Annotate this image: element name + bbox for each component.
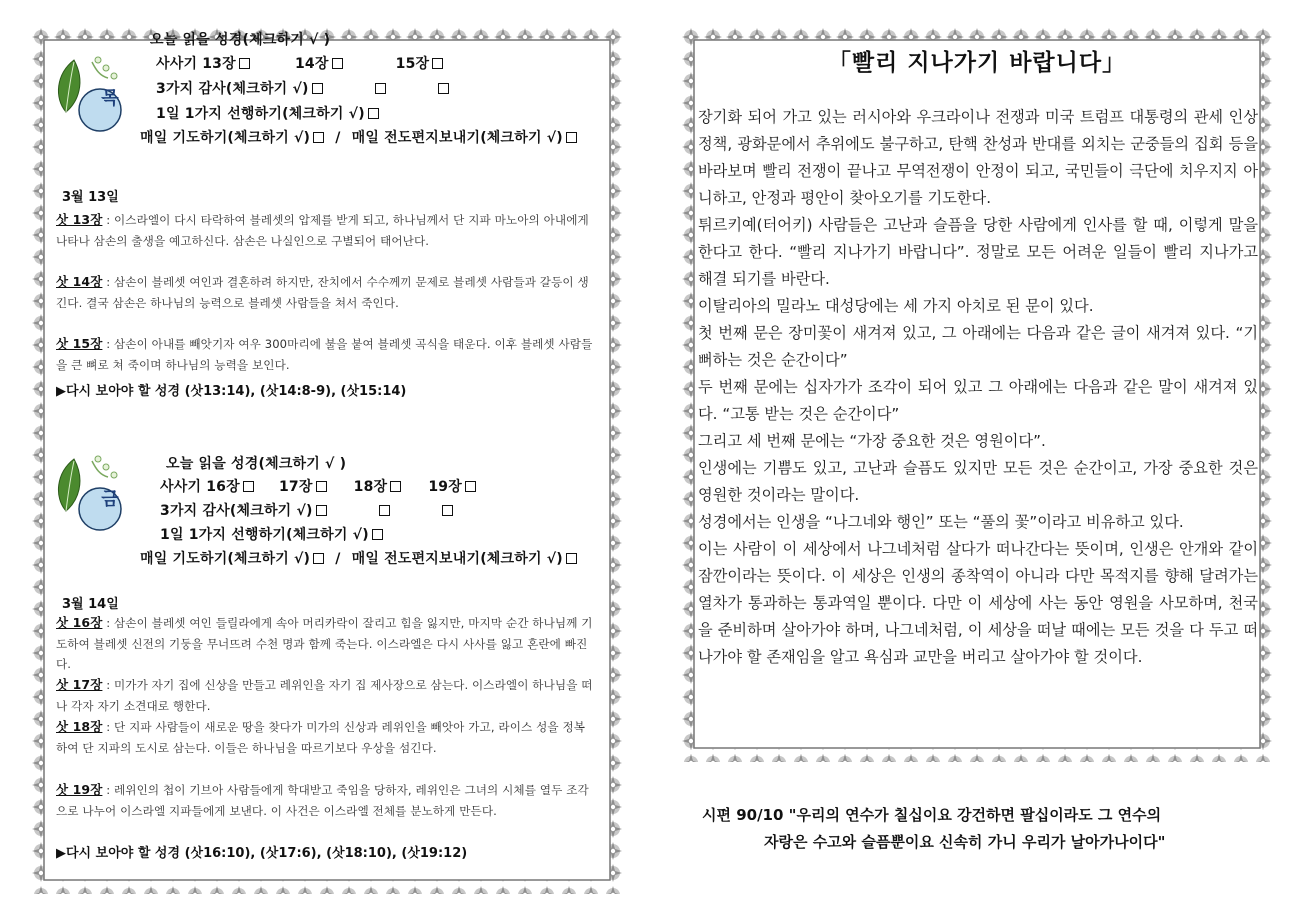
chapter-summary: 삿 18장 : 단 지파 사람들이 새로운 땅을 찾다가 미가의 신상과 레위인을 빼앗아 가고, 라이스 성을 정복하여 단 지파의 도시로 삼는다. 이들은 하나님을 따르기보다 우상을 섬긴다. <box>56 719 586 755</box>
checkbox[interactable] <box>332 58 343 69</box>
thanks-checklist: 3가지 감사(체크하기 √) <box>156 78 449 98</box>
check-title: 오늘 읽을 성경(체크하기 √ ) <box>150 32 331 48</box>
review-verses: ▶다시 보아야 할 성경 (삿13:14), (삿14:8-9), (삿15:14) <box>56 384 407 399</box>
paragraph: 성경에서는 인생을 “나그네와 행인” 또는 “풀의 꽃”이라고 비유하고 있다. <box>698 513 1184 531</box>
chapter-checklist <box>156 53 443 73</box>
essay-title: 「빨리 지나가기 바랍니다」 <box>827 50 1127 76</box>
checkbox[interactable] <box>316 505 327 516</box>
chapter-checklist: 사사기 16장 17장 18장 19장 <box>160 476 476 496</box>
paragraph: 두 번째 문에는 십자가가 조각이 되어 있고 그 아래에는 다음과 같은 말이 새겨져 있다. “고통 받는 것은 순간이다” <box>698 378 1258 423</box>
checkbox[interactable] <box>313 132 324 143</box>
checkbox[interactable] <box>438 83 449 94</box>
checkbox[interactable] <box>316 481 327 492</box>
paragraph: 첫 번째 문은 장미꽃이 새겨져 있고, 그 아래에는 다음과 같은 글이 새겨져 있다. “기뻐하는 것은 순간이다” <box>698 324 1258 369</box>
review-verses: ▶다시 보아야 할 성경 (삿16:10), (삿17:6), (삿18:10), (삿19:12) <box>56 846 468 861</box>
check-title: 오늘 읽을 성경(체크하기 √ ) <box>166 456 347 472</box>
date-label: 3월 13일 <box>62 190 119 205</box>
chapter-label: 15장 <box>395 56 430 72</box>
day-char: 금 <box>101 489 119 510</box>
chapter-summary: 삿 15장 : 삼손이 아내를 빼앗기자 여우 300마리에 불을 붙여 블레셋 곡식을 태운다. 이후 블레셋 사람들을 큰 뼈로 쳐 죽이며 하나님의 능력을 보인다. <box>56 336 593 372</box>
paragraph: 인생에는 기쁨도 있고, 고난과 슬픔도 있지만 모든 것은 순간이고, 가장 중요한 것은 영원한 것이라는 말이다. <box>698 459 1258 504</box>
right-page <box>680 26 1274 894</box>
paragraph: 튀르키예(터어키) 사람들은 고난과 슬픔을 당한 사람에게 인사를 할 때, 이렇게 말을 한다고 한다. “빨리 지나가기 바랍니다”. 정말로 모든 어려운 일들이 빨리 지나가고 해결 되기를 바란다. <box>698 216 1258 288</box>
chapter-summary: 삿 16장 : 삼손이 블레셋 여인 들릴라에게 속아 머리카락이 잘리고 힘을 잃지만, 마지막 순간 하나님께 기도하여 블레셋 신전의 기둥을 무너뜨려 수천 명과 함께 죽는다. 이스라엘은 다시 사사를 잃고 혼란에 빠진다. <box>56 615 593 671</box>
chapter-summary: 삿 13장 : 이스라엘이 다시 타락하여 블레셋의 압제를 받게 되고, 하나님께서 단 지파 마노아의 아내에게 나타나 삼손의 출생을 예고하신다. 삼손은 나실인으로 구별되어 태어난다. <box>56 212 589 248</box>
essay-body <box>698 104 1258 671</box>
prayer-mission-checklist: 매일 기도하기(체크하기 √) / 매일 전도편지보내기(체크하기 √) <box>140 127 577 147</box>
verse-line: 자랑은 수고와 슬픔뿐이요 신속히 가니 우리가 날아가나이다" <box>764 833 1166 851</box>
chapter-summary: 삿 17장 : 미가가 자기 집에 신상을 만들고 레위인을 자기 집 제사장으로 삼는다. 이스라엘이 하나님을 떠나 각자 자기 소견대로 행한다. <box>56 677 593 713</box>
chapter-summary: 삿 19장 : 레위인의 첩이 기브아 사람들에게 학대받고 죽임을 당하자, 레위인은 그녀의 시체를 열두 조각으로 나누어 이스라엘 지파들에게 보낸다. 이 사건은 이스라엘 전체를 분노하게 만든다. <box>56 782 589 818</box>
paragraph: 이는 사람이 이 세상에서 나그네처럼 살다가 떠나간다는 뜻이며, 인생은 안개와 같이 잠깐이라는 뜻이다. 이 세상은 인생의 종착역이 아니라 다만 목적지를 향해 달려가는 열차가 통과하는 통과역일 뿐이다. 다만 이 세상에 사는 동안 영원을 사모하며, 천국을 준비하며 살아가야 하며, 나그네처럼, 이 세상을 떠날 때에는 모든 것을 다 두고 떠나가야 할 존재임을 알고 욕심과 교만을 버리고 살아가야 할 것이다. <box>698 540 1258 666</box>
checkbox[interactable] <box>442 505 453 516</box>
checkbox[interactable] <box>465 481 476 492</box>
checkbox[interactable] <box>312 83 323 94</box>
checkbox[interactable] <box>390 481 401 492</box>
date-label: 3월 14일 <box>62 597 119 612</box>
prayer-mission-checklist: 매일 기도하기(체크하기 √) / 매일 전도편지보내기(체크하기 √) <box>140 548 577 568</box>
checkbox[interactable] <box>566 132 577 143</box>
paragraph: 장기화 되어 가고 있는 러시아와 우크라이나 전쟁과 미국 트럼프 대통령의 관세 인상 정책, 광화문에서 추위에도 불구하고, 탄핵 찬성과 반대를 외치는 군중들의 집회 등을 바라보며 빨리 전쟁이 끝나고 무역전쟁이 안정이 되고, 국민들이 극단에 치우지지 아니하고, 안정과 평안이 찾아오기를 기도한다. <box>698 108 1258 207</box>
chapter-label: 14장 <box>294 56 329 72</box>
paragraph: 그리고 세 번째 문에는 “가장 중요한 것은 영원이다”. <box>698 432 1046 450</box>
checkbox[interactable] <box>313 553 324 564</box>
checkbox[interactable] <box>243 481 254 492</box>
left-page <box>30 26 624 894</box>
good-deed-checklist: 1일 1가지 선행하기(체크하기 √) <box>156 103 379 123</box>
thanks-checklist: 3가지 감사(체크하기 √) <box>160 500 453 520</box>
chapter-label: 사사기 13장 <box>156 56 236 72</box>
checkbox[interactable] <box>432 58 443 69</box>
paragraph: 이탈리아의 밀라노 대성당에는 세 가지 아치로 된 문이 있다. <box>698 297 1094 315</box>
verse-line: 시편 90/10 "우리의 연수가 칠십이요 강건하면 팔십이라도 그 연수의 <box>702 806 1162 824</box>
checkbox[interactable] <box>379 505 390 516</box>
good-deed-checklist: 1일 1가지 선행하기(체크하기 √) <box>160 524 383 544</box>
checkbox[interactable] <box>375 83 386 94</box>
checkbox[interactable] <box>239 58 250 69</box>
chapter-summary: 삿 14장 : 삼손이 블레셋 여인과 결혼하려 하지만, 잔치에서 수수께끼 문제로 블레셋 사람들과 갈등이 생긴다. 결국 삼손은 하나님의 능력으로 블레셋 사람들을 쳐서 죽인다. <box>56 274 589 310</box>
bible-verse <box>702 802 1262 856</box>
checkbox[interactable] <box>566 553 577 564</box>
day-char: 목 <box>101 88 119 109</box>
checkbox[interactable] <box>372 529 383 540</box>
checkbox[interactable] <box>368 108 379 119</box>
